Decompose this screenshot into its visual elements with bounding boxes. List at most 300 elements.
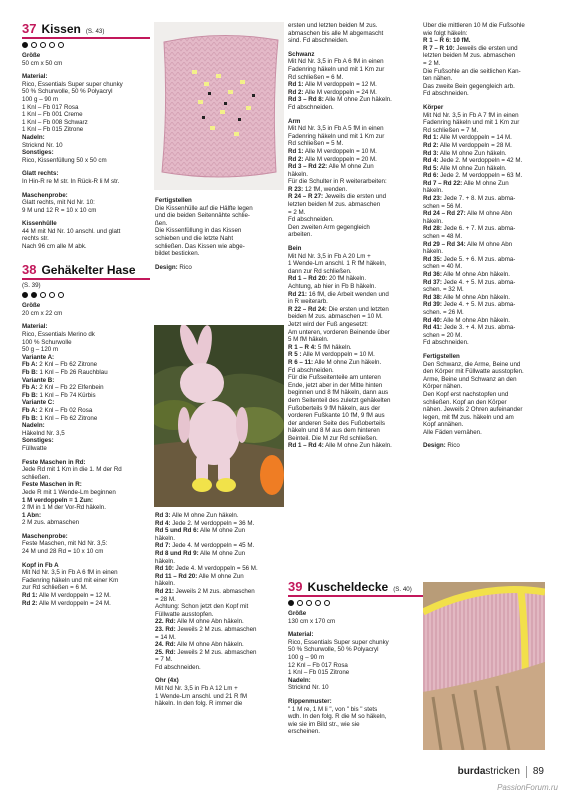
text-line: Rd schließen = 6 M. [288, 73, 344, 81]
text-line: Mit Nd Nr. 3,5 in Fb A 12 Lm + [155, 685, 238, 693]
text-line: Rd schließen = 7 M. [423, 126, 479, 134]
row-label: Fb B: [22, 414, 38, 422]
text-line: 1 Knl – Fb 015 Zitrone [288, 669, 350, 677]
bunny-photo [154, 325, 284, 507]
row-label: Rd 1 – Rd 4: [288, 442, 324, 450]
text-line: Rd 3: Alle M ohne Zun häkeln. [423, 149, 507, 157]
text-line: Arme, Beine und Schwanz an den [423, 375, 517, 383]
text-line: 24 M und 28 Rd = 10 x 10 cm [22, 548, 104, 556]
subheading: Material: [22, 73, 48, 81]
text-line: Rico, Essentials Merino dk [22, 331, 95, 339]
text-line: Fb B: 1 Knl – Fb 74 Kürbis [22, 391, 96, 399]
row-label: Rd 1 – Rd 20: [288, 275, 328, 283]
bunny-head-continued-text [155, 512, 283, 708]
text-line: Mit Nd Nr. 3,5 in Fb A 6 fM in einen [288, 58, 384, 66]
text-line: Rd 38: Alle M ohne Abn häkeln. [423, 293, 511, 301]
text-line: wie folgt häkeln: [423, 29, 468, 37]
subheading: Maschenprobe: [22, 532, 68, 540]
text-line: Rd 36: Alle M ohne Abn häkeln. [423, 271, 511, 278]
text-line: Glatt rechts, mit Nd Nr. 10: [22, 199, 95, 207]
row-label: Fb A: [22, 406, 38, 414]
text-line: Rd 1: Alle M verdoppeln = 12 M. [22, 592, 111, 600]
row-label: Rd 8 und Rd 9: [155, 549, 199, 557]
difficulty-dot [40, 292, 46, 298]
text-line: R 22 – Rd 24: Die ersten und letzten [288, 305, 389, 313]
row-label: Rd 4: [155, 519, 171, 527]
row-label: Fb B: [22, 369, 38, 376]
text-line: schen = 40 M. [423, 263, 463, 271]
row-label: 24. Rd: [155, 641, 176, 649]
text-line: 50 % Schurwolle, 50 % Polyacryl [22, 88, 113, 96]
text-line: abmaschen bis alle M abgemascht [288, 29, 384, 37]
text-line: R 6 – 11: Alle M ohne Zun häkeln. [288, 358, 382, 366]
difficulty-dot [49, 42, 55, 48]
footer-divider [526, 766, 527, 778]
text-line: Rd 37: Jede 4. + 5. M zus. abma- [423, 278, 516, 286]
text-line: = 2 M. [423, 59, 441, 67]
text-line: Alle Fäden vernähen. [423, 428, 482, 436]
section-title: Gehäkelter Hase [41, 262, 136, 277]
text-line: Rico, Kissenfüllung 50 x 50 cm [22, 156, 107, 164]
text-line: häkeln. In den folg. R immer die [155, 700, 243, 708]
text-line: dem Seitenteil des zuletzt gehäkelten [288, 396, 391, 404]
row-label: Rd 2: [288, 155, 304, 163]
text-line: 2 M zus. abmaschen [22, 519, 80, 527]
text-line: legen, mit fM zus. häkeln und am [423, 413, 514, 421]
text-line: Rd 1: Alle M verdoppeln = 10 M. [288, 147, 377, 155]
text-line: Rd 21: Jeweils 2 M zus. abmaschen [155, 587, 255, 595]
text-line: beginnen und 8 fM häkeln, dann aus [288, 389, 389, 397]
text-line: Fadenring häkeln und mit 1 Km zur [423, 119, 520, 127]
text-line: Rd 24 – Rd 27: Alle M ohne Abn [423, 210, 513, 218]
row-label: R 1 – R 4: [288, 343, 317, 351]
row-label: Rd 28: [423, 225, 442, 233]
text-line: Fd abschneiden. [288, 216, 334, 224]
subheading: R 1 – R 6: 10 fM. [423, 37, 471, 45]
text-line: 22. Rd: Alle M ohne Abn häkeln. [155, 618, 244, 626]
row-label: Rd 2: [22, 599, 38, 607]
row-label: Design: [423, 442, 446, 450]
subheading: Kissenhülle [22, 220, 57, 228]
text-line: Für die Fußseitenteile am unteren [288, 374, 381, 382]
text-line: Den Kopf erst nachstopfen und [423, 390, 509, 398]
text-line: Am unteren, vorderen Beinende über [288, 328, 390, 336]
text-line: Rd 1: Alle M verdoppeln = 14 M. [423, 134, 512, 142]
text-line: Füllwatte ausstopfen. [155, 610, 214, 618]
text-line: Rd schließen = 5 M. [288, 140, 344, 148]
text-line: Fd abschneiden. [288, 103, 334, 111]
subheading: 1 Abn: [22, 511, 42, 519]
row-label: Rd 11 – Rd 20: [155, 572, 198, 580]
text-line: R 24 – R 27: Jeweils die ersten und [288, 193, 387, 201]
text-line: ten nähen. [423, 75, 453, 83]
row-label: Rd 3 – Rd 8: [288, 96, 324, 104]
text-line: Rd 2: Alle M verdoppeln = 20 M. [288, 155, 377, 163]
row-label: Rd 5: [423, 164, 439, 172]
text-line: Den Schwanz, die Arme, Beine und [423, 360, 521, 368]
row-label: R 7 – R 10: [423, 44, 455, 52]
subheading: Maschenprobe: [22, 191, 68, 199]
row-label: Rd 6: [423, 172, 439, 180]
text-line: 50 cm x 50 cm [22, 59, 63, 67]
text-line: häkeln. [423, 187, 443, 195]
row-label: Rd 7: [155, 542, 171, 550]
text-line: in R weiterarb. [288, 298, 328, 306]
text-line: schen. = 32 M. [423, 286, 464, 294]
row-label: Rd 3: [155, 512, 171, 519]
text-line: der anderen Seite des Fußoberteils [288, 419, 385, 427]
brand-bold: burda [457, 766, 486, 778]
text-line: schen = 56 M. [423, 202, 463, 210]
text-line: rechts str. [22, 235, 49, 243]
text-line: Fd abschneiden. [423, 339, 469, 347]
text-line: Kopf annähen. [423, 421, 464, 429]
row-label: Rd 36: [423, 271, 442, 278]
difficulty-dot [22, 42, 28, 48]
subheading: Bein [288, 245, 302, 253]
text-line: Fd abschneiden. [288, 366, 334, 374]
subheading: Feste Maschen in Rd: [22, 458, 86, 466]
section-37-heading [22, 22, 150, 39]
text-line: Rd 40: Alle M ohne Abn häkeln. [423, 316, 511, 324]
text-line: schließen. Das Kissen wie abge- [155, 242, 245, 250]
text-line: Rd 39: Jede 4. + 5. M zus. abma- [423, 301, 516, 309]
text-line: 100 % Schurwolle [22, 338, 72, 346]
text-line: 100 g – 90 m [22, 95, 59, 103]
row-label: Rd 3: [423, 149, 439, 157]
bunny-parts-text [288, 22, 416, 450]
text-line: Mit Nd Nr. 3,5 in Fb A 6 fM in einen [22, 569, 118, 577]
text-line: Rd 8 und Rd 9: Alle M ohne Zun [155, 549, 246, 557]
text-line: 44 M mit Nd Nr. 10 anschl. und glatt [22, 227, 121, 235]
text-line: Rd 1: Alle M verdoppeln = 12 M. [288, 81, 377, 89]
section-39 [288, 580, 423, 770]
section-39-heading [288, 580, 423, 597]
difficulty-dot [58, 42, 64, 48]
text-line: Achtung: Schon jetzt den Kopf mit [155, 603, 249, 611]
text-line: 12 Knl – Fb 017 Rosa [288, 661, 348, 669]
text-line: erscheinen. [288, 728, 320, 736]
text-line: In Hin-R re M str. In Rück-R li M str. [22, 177, 120, 185]
text-line: Rd 10: Jede 4. M verdoppeln = 56 M. [155, 565, 258, 573]
text-line: Design: Rico [155, 263, 192, 271]
text-line: Fb A: 2 Knl – Fb 22 Elfenbein [22, 384, 104, 392]
text-line: schieben und die letzte Naht [155, 234, 234, 242]
row-label: R 24 – R 27: [288, 193, 324, 201]
section-page-ref: (S. 39) [22, 281, 41, 289]
text-line: Ende, jetzt aber in der Mitte hinten [288, 381, 383, 389]
row-label: Rd 38: [423, 293, 442, 301]
text-line: 20 cm x 22 cm [22, 309, 63, 317]
subheading: Größe [22, 52, 41, 59]
text-line: 9 M und 12 R = 10 x 10 cm [22, 206, 97, 214]
subheading: Variante B: [22, 376, 55, 384]
column-2-top [155, 197, 283, 297]
page-footer [458, 766, 544, 778]
row-label: Rd 2: [423, 141, 439, 149]
text-line: Rd 4: Jede 2. M verdoppeln = 36 M. [155, 519, 255, 527]
text-line: häkeln. [288, 170, 308, 178]
text-line: häkeln. [155, 557, 175, 565]
text-line: Mit Nd Nr. 3,5 in Fb A 5 fM in einen [288, 125, 384, 133]
text-line: Stricknd Nr. 10 [288, 684, 329, 692]
text-line: = 7 M. [155, 656, 173, 664]
text-line: ßen. [155, 219, 168, 227]
text-line: Mit Nd Nr. 3,5 in Fb A 7 fM in einen [423, 111, 519, 119]
row-label: Rd 5 und Rd 6: [155, 527, 199, 535]
pillow-finishing-text [155, 197, 283, 271]
text-line: 24. Rd: Alle M ohne Abn häkeln. [155, 641, 244, 649]
column-4 [423, 22, 551, 577]
magazine-brand [458, 768, 520, 776]
text-line: vorderen Fußkante 10 fM, 9 fM aus [288, 412, 385, 420]
section-38-text [22, 302, 150, 607]
subheading: Fertigstellen [155, 197, 192, 204]
difficulty-dot [297, 600, 303, 606]
difficulty-rating [22, 292, 150, 298]
text-line: Füllwatte [22, 444, 47, 452]
text-line: Rd 3 – Rd 8: Alle M ohne Zun häkeln. [288, 96, 392, 104]
text-line: wdh. In den folg. R die M so häkeln, [288, 713, 387, 721]
text-line: Rd 35: Jede 5. + 6. M zus. abma- [423, 255, 516, 263]
difficulty-dot [306, 600, 312, 606]
row-label: Rd 21: [155, 587, 174, 595]
text-line: zur Rd schließen = 6 M. [22, 584, 88, 592]
text-line: Über die mittleren 10 M die Fußsohle [423, 22, 525, 29]
text-line: ersten und letzten beiden M zus. [288, 22, 378, 29]
row-label: Rd 1: [423, 134, 439, 142]
text-line: Rd 2: Alle M verdoppeln = 28 M. [423, 141, 512, 149]
row-label: R 22 – Rd 24: [288, 305, 327, 313]
row-label: Rd 1: [288, 147, 304, 155]
difficulty-dot [31, 292, 37, 298]
section-38-heading [22, 263, 150, 280]
watermark: PassionForum.ru [497, 783, 558, 792]
text-line: und die beiden Seitennähte schlie- [155, 212, 250, 220]
section-39-text [288, 610, 423, 736]
text-line: 5 M fM häkeln. [288, 336, 329, 344]
subheading: Schwanz [288, 50, 315, 58]
text-line: Fb B: 1 Knl – Fb 26 Rauchblau [22, 369, 108, 376]
text-line: Rd 7: Jede 4. M verdoppeln = 45 M. [155, 542, 255, 550]
text-line: Die Fußsohle an die seitlichen Kan- [423, 67, 521, 75]
text-line: Rico, Essentials Super super chunky [288, 638, 389, 646]
section-page-ref: (S. 43) [85, 28, 105, 35]
difficulty-dot [58, 292, 64, 298]
subheading: Glatt rechts: [22, 170, 59, 178]
row-label: R 23: [288, 185, 304, 193]
difficulty-dot [31, 42, 37, 48]
row-label: Rd 7 – Rd 22: [423, 179, 463, 187]
subheading: Ohr (4x) [155, 677, 179, 685]
row-label: Fb B: [22, 391, 38, 399]
row-label: Rd 10: [155, 565, 174, 573]
text-line: Jetzt wird der Fuß angesetzt: [288, 320, 368, 328]
text-line: 23. Rd: Jeweils 2 M zus. abmaschen [155, 625, 257, 633]
subheading: Sonstiges: [22, 149, 54, 157]
subheading: Variante C: [22, 399, 55, 407]
text-line: R 23: 12 fM, wenden. [288, 185, 348, 193]
column-2-bottom [155, 512, 283, 767]
text-line: Rd 4: Jede 2. M verdoppeln = 42 M. [423, 157, 523, 165]
text-line: Rd 6: Jede 2. M verdoppeln = 63 M. [423, 172, 523, 180]
row-label: 22. Rd: [155, 618, 176, 626]
text-line: Fb B: 1 Knl – Fb 62 Zitrone [22, 414, 98, 422]
subheading: Fertigstellen [423, 352, 460, 360]
subheading: Material: [22, 323, 48, 331]
row-label: Fb A: [22, 384, 38, 392]
text-line: Das zweite Bein gegengleich arb. [423, 82, 515, 90]
subheading: 1 M verdoppeln = 1 Zun: [22, 496, 93, 504]
row-label: R 5 : [288, 351, 302, 359]
subheading: Größe [288, 610, 307, 617]
brand-rest: stricken [485, 766, 520, 778]
text-line: R 5 : Alle M verdoppeln = 10 M. [288, 351, 375, 359]
subheading: Arm [288, 117, 301, 125]
subheading: Nadeln: [22, 133, 45, 141]
subheading: Größe [22, 302, 41, 310]
text-line: = 2 M. [288, 208, 306, 216]
text-line: 1 Knl – Fb 008 Schwarz [22, 118, 88, 126]
text-line: dann zur Rd schließen. [288, 267, 352, 275]
difficulty-dot [49, 292, 55, 298]
text-line: häkeln. [423, 217, 443, 225]
section-page-ref: (S. 40) [393, 586, 412, 593]
section-number: 38 [22, 261, 37, 277]
text-line: Rd 2: Alle M verdoppeln = 24 M. [288, 88, 377, 96]
subheading: Sonstiges: [22, 437, 54, 445]
text-line: häkeln. [155, 580, 175, 588]
blanket-photo [423, 582, 545, 750]
difficulty-rating [22, 42, 150, 48]
text-line: Rd 41: Jede 3. + 4. M zus. abma- [423, 324, 516, 332]
subheading: Rippenmuster: [288, 697, 332, 705]
text-line: Für die Schulter in R weiterarbeiten: [288, 178, 387, 186]
section-title: Kuscheldecke [307, 580, 389, 594]
subheading: Nadeln: [288, 676, 311, 684]
text-line: nähen. Jeweils 2 Ohren aufeinander [423, 406, 523, 414]
difficulty-dot [40, 42, 46, 48]
row-label: Fb A: [22, 361, 38, 369]
text-line: Fb A: 2 Knl – Fb 02 Rosa [22, 406, 93, 414]
row-label: Rd 4: [423, 157, 439, 165]
row-label: Rd 2: [288, 88, 304, 96]
text-line: Rd 11 – Rd 20: Alle M ohne Zun [155, 572, 244, 580]
text-line: Jede R mit 1 Wende-Lm beginnen [22, 488, 116, 496]
text-line: 2 fM in 1 M der Vor-Rd häkeln. [22, 504, 106, 512]
column-1 [22, 22, 150, 767]
text-line: schen = 48 M. [423, 233, 463, 241]
row-label: Rd 35: [423, 255, 442, 263]
text-line: Fadenring häkeln und mit 1 Km zur [288, 65, 385, 73]
subheading: Körper [423, 103, 444, 111]
row-label: 25. Rd: [155, 648, 176, 656]
text-line: 100 g – 90 m [288, 653, 325, 661]
row-label: Rd 24 – Rd 27: [423, 210, 466, 218]
text-line: Den zweiten Arm gegengleich [288, 223, 370, 231]
text-line: Rd 23: Jede 7. + 8. M zus. abma- [423, 195, 516, 203]
row-label: Rd 37: [423, 278, 442, 286]
text-line: häkeln. [155, 534, 175, 542]
difficulty-dot [324, 600, 330, 606]
text-line: häkeln und 8 M aus dem hinteren [288, 427, 380, 435]
text-line: 1 Knl – Fb 015 Zitrone [22, 126, 84, 134]
row-label: Rd 1: [288, 81, 304, 89]
row-label: Rd 21: [288, 290, 307, 298]
text-line: = 28 M. [155, 595, 176, 603]
difficulty-dot [315, 600, 321, 606]
text-line: Mit Nd Nr. 3,5 in Fb A 20 Lm + [288, 252, 371, 260]
text-line: Fd abschneiden. [423, 90, 469, 98]
text-line: Rd 7 – Rd 22: Alle M ohne Zun [423, 179, 509, 187]
text-line: Rico, Essentials Super super chunky [22, 80, 123, 88]
text-line: 50 g – 120 m [22, 346, 59, 354]
row-label: Rd 23: [423, 195, 442, 203]
difficulty-dot [288, 600, 294, 606]
text-line: Rd 2: Alle M verdoppeln = 24 M. [22, 599, 111, 607]
text-line: 1 Knl – Fb 001 Creme [22, 111, 83, 119]
row-label: Rd 1: [22, 592, 38, 600]
section-title: Kissen [41, 22, 81, 36]
subheading: Variante A: [22, 353, 55, 361]
text-line: Beinteil. Die M zur Rd schließen. [288, 434, 378, 442]
text-line: den Körper mit Füllwatte ausstopfen. [423, 368, 524, 376]
text-line: Fd abschneiden. [155, 663, 201, 671]
row-label: 23. Rd: [155, 625, 176, 633]
row-label: Rd 29 – Rd 34: [423, 240, 466, 248]
text-line: wie sie im Bild str., wie sie [288, 720, 360, 728]
text-line: Rd 28: Jede 6. + 7. M zus. abma- [423, 225, 516, 233]
text-line: Fadenring häkeln und mit einer Km [22, 576, 119, 584]
text-line: Nach 96 cm alle M abk. [22, 243, 87, 251]
text-line: arbeiten. [288, 231, 313, 239]
subheading: Feste Maschen in R: [22, 481, 82, 489]
text-line: sind. Fd abschneiden. [288, 37, 349, 45]
text-line: Stricknd Nr. 10 [22, 141, 63, 149]
pillow-photo [154, 22, 284, 190]
section-number: 37 [22, 22, 37, 36]
text-line: 130 cm x 170 cm [288, 617, 336, 625]
section-37-text [22, 52, 150, 251]
row-label: Rd 39: [423, 301, 442, 309]
text-line: R 7 – R 10: Jeweils die ersten und [423, 44, 518, 52]
text-line: Rd 1 – Rd 4: Alle M ohne Zun häkeln. [288, 442, 392, 450]
text-line: Fußoberteils 9 fM häkeln, aus der [288, 404, 381, 412]
text-line: 50 % Schurwolle, 50 % Polyacryl [288, 646, 379, 654]
text-line: Rd 1 – Rd 20: 20 fM häkeln. [288, 275, 367, 283]
text-line: häkeln. [423, 248, 443, 256]
text-line: Rd 21: 16 fM, die Arbeit wenden und [288, 290, 389, 298]
text-line: Achtung, ab hier in Fb B häkeln. [288, 283, 377, 290]
text-line: Rd 5: Alle M ohne Zun häkeln. [423, 164, 507, 172]
row-label: Rd 41: [423, 324, 442, 332]
text-line: Fadenring häkeln und mit 1 Km zur [288, 132, 385, 140]
text-line: Die Kissenfüllung in das Kissen [155, 227, 242, 235]
page-number: 89 [532, 766, 544, 778]
row-label: Design: [155, 263, 178, 271]
text-line: schließen. [22, 473, 51, 481]
section-number: 39 [288, 580, 303, 594]
subheading: Kopf in Fb A [22, 561, 59, 569]
difficulty-dot [22, 292, 28, 298]
text-line: schen = 20 M. [423, 331, 463, 339]
text-line: bildet besticken. [155, 250, 200, 258]
text-line: Fb A: 2 Knl – Fb 62 Zitrone [22, 361, 98, 369]
row-label: Rd 40: [423, 316, 442, 324]
text-line: Rd 3 – Rd 22: Alle M ohne Zun [288, 163, 374, 171]
text-line: letzten beiden M zus. abmaschen [288, 201, 381, 209]
text-line: R 1 – R 4: 5 fM häkeln. [288, 343, 352, 351]
